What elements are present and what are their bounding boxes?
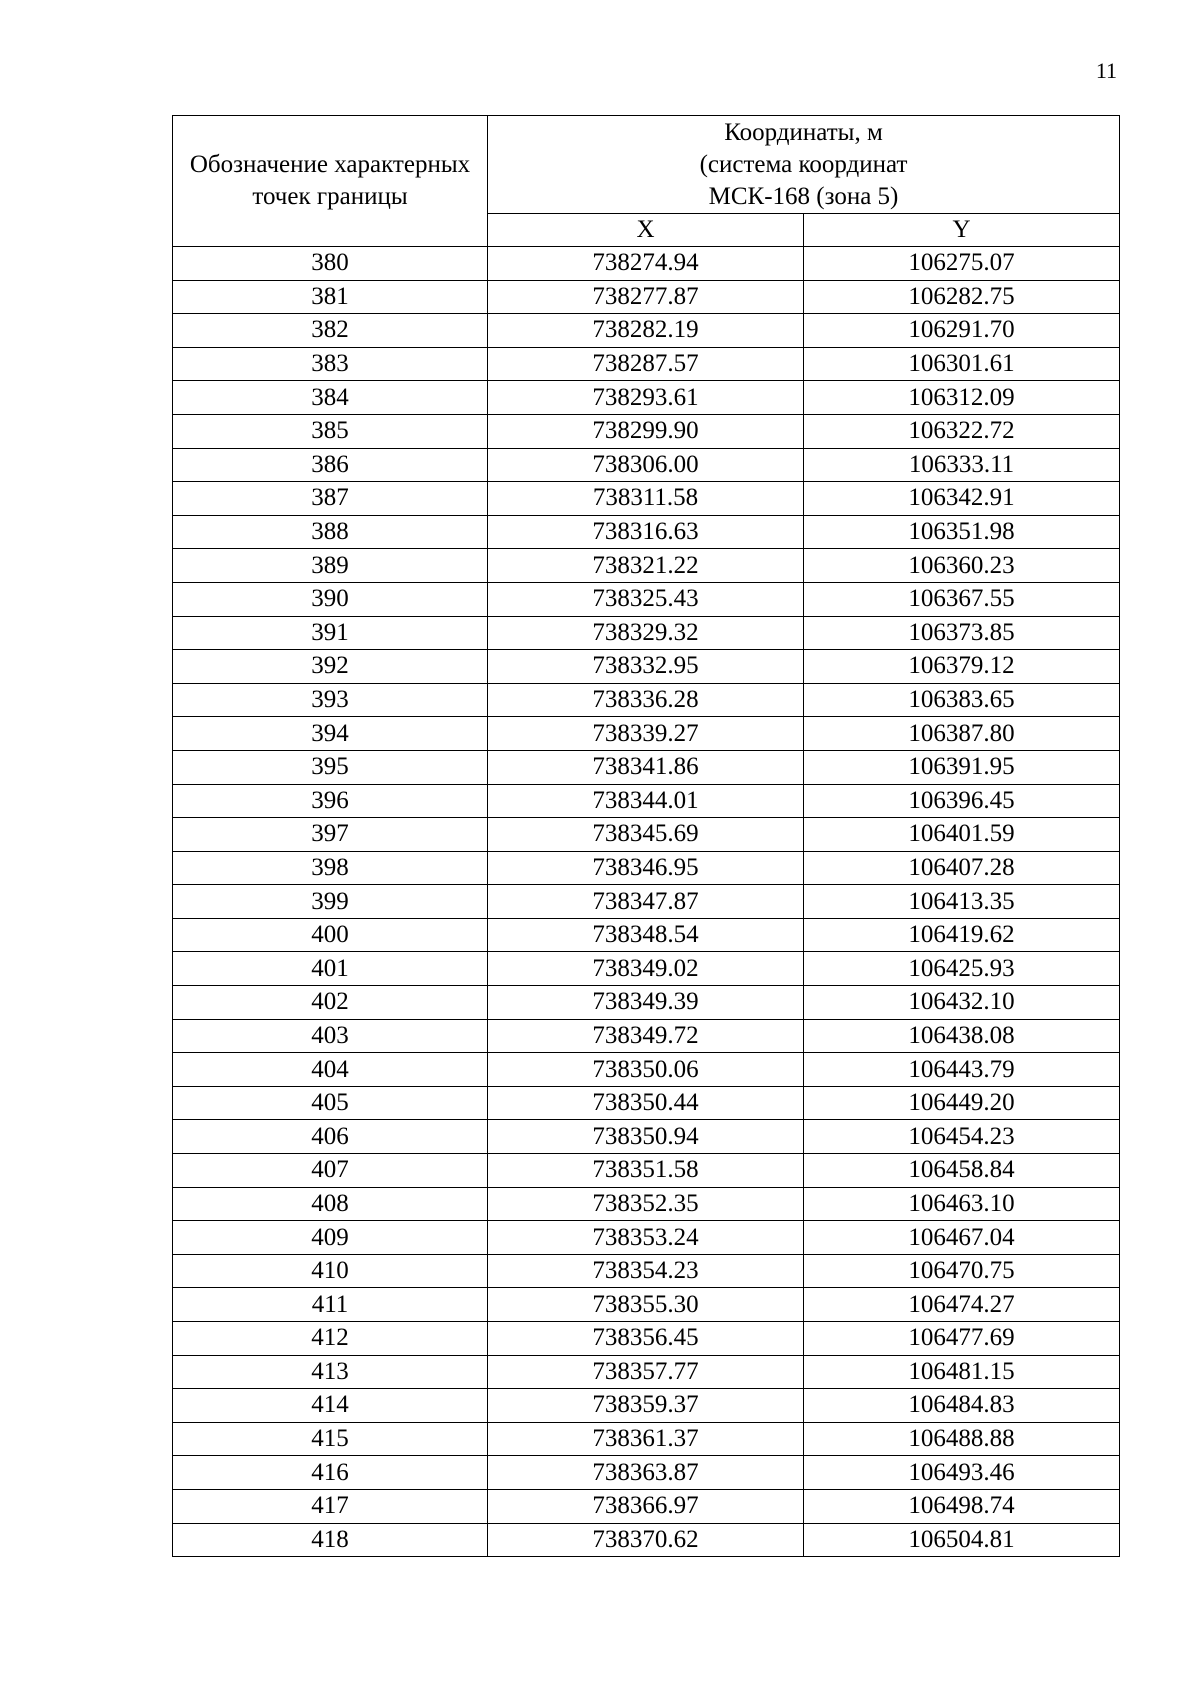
- point-number-cell: 381: [173, 280, 488, 314]
- table-row: [173, 784, 1120, 818]
- point-number-cell: 416: [173, 1456, 488, 1490]
- point-number-cell: 394: [173, 717, 488, 751]
- point-number-cell: 389: [173, 549, 488, 583]
- y-coordinate-cell: 106387.80: [804, 717, 1120, 751]
- x-coordinate-cell: 738332.95: [488, 650, 804, 684]
- y-coordinate-cell: 106493.46: [804, 1456, 1120, 1490]
- header-coordinates: [488, 116, 1120, 214]
- table-row: [173, 549, 1120, 583]
- x-coordinate-cell: 738311.58: [488, 482, 804, 516]
- point-number-cell: 384: [173, 381, 488, 415]
- table-row: [173, 381, 1120, 415]
- x-coordinate-cell: 738349.39: [488, 986, 804, 1020]
- x-coordinate-cell: 738277.87: [488, 280, 804, 314]
- x-coordinate-cell: 738350.94: [488, 1120, 804, 1154]
- point-number-cell: 402: [173, 986, 488, 1020]
- point-number-cell: 396: [173, 784, 488, 818]
- y-coordinate-cell: 106391.95: [804, 750, 1120, 784]
- table-header: [173, 116, 1120, 247]
- table-row: [173, 347, 1120, 381]
- table-row: [173, 750, 1120, 784]
- point-number-cell: 385: [173, 414, 488, 448]
- header-y: Y: [804, 214, 1120, 247]
- header-coordinates-line1: Координаты, м: [724, 118, 883, 146]
- y-coordinate-cell: 106498.74: [804, 1489, 1120, 1523]
- table-row: [173, 918, 1120, 952]
- table-row: [173, 1187, 1120, 1221]
- y-coordinate-cell: 106477.69: [804, 1322, 1120, 1356]
- x-coordinate-cell: 738299.90: [488, 414, 804, 448]
- point-number-cell: 413: [173, 1355, 488, 1389]
- y-coordinate-cell: 106396.45: [804, 784, 1120, 818]
- y-coordinate-cell: 106419.62: [804, 918, 1120, 952]
- x-coordinate-cell: 738359.37: [488, 1389, 804, 1423]
- table-row: [173, 1422, 1120, 1456]
- y-coordinate-cell: 106312.09: [804, 381, 1120, 415]
- x-coordinate-cell: 738349.72: [488, 1019, 804, 1053]
- y-coordinate-cell: 106351.98: [804, 515, 1120, 549]
- y-coordinate-cell: 106275.07: [804, 247, 1120, 281]
- x-coordinate-cell: 738339.27: [488, 717, 804, 751]
- y-coordinate-cell: 106383.65: [804, 683, 1120, 717]
- y-coordinate-cell: 106333.11: [804, 448, 1120, 482]
- table-row: [173, 851, 1120, 885]
- table-row: [173, 885, 1120, 919]
- table-row: [173, 1456, 1120, 1490]
- point-number-cell: 399: [173, 885, 488, 919]
- table-row: [173, 1489, 1120, 1523]
- point-number-cell: 411: [173, 1288, 488, 1322]
- point-number-cell: 388: [173, 515, 488, 549]
- table-row: [173, 314, 1120, 348]
- y-coordinate-cell: 106432.10: [804, 986, 1120, 1020]
- y-coordinate-cell: 106504.81: [804, 1523, 1120, 1557]
- point-number-cell: 415: [173, 1422, 488, 1456]
- y-coordinate-cell: 106291.70: [804, 314, 1120, 348]
- point-number-cell: 412: [173, 1322, 488, 1356]
- y-coordinate-cell: 106282.75: [804, 280, 1120, 314]
- point-number-cell: 410: [173, 1254, 488, 1288]
- point-number-cell: 401: [173, 952, 488, 986]
- y-coordinate-cell: 106301.61: [804, 347, 1120, 381]
- point-number-cell: 391: [173, 616, 488, 650]
- x-coordinate-cell: 738361.37: [488, 1422, 804, 1456]
- table-row: [173, 952, 1120, 986]
- point-number-cell: 397: [173, 818, 488, 852]
- coordinates-table: [172, 115, 1120, 1557]
- y-coordinate-cell: 106425.93: [804, 952, 1120, 986]
- x-coordinate-cell: 738351.58: [488, 1154, 804, 1188]
- x-coordinate-cell: 738352.35: [488, 1187, 804, 1221]
- y-coordinate-cell: 106438.08: [804, 1019, 1120, 1053]
- table-row: [173, 1389, 1120, 1423]
- table-row: [173, 1086, 1120, 1120]
- y-coordinate-cell: 106360.23: [804, 549, 1120, 583]
- table-row: [173, 448, 1120, 482]
- point-number-cell: 395: [173, 750, 488, 784]
- table-row: [173, 414, 1120, 448]
- x-coordinate-cell: 738316.63: [488, 515, 804, 549]
- point-number-cell: 403: [173, 1019, 488, 1053]
- table-row: [173, 1288, 1120, 1322]
- point-number-cell: 393: [173, 683, 488, 717]
- table-row: [173, 986, 1120, 1020]
- y-coordinate-cell: 106467.04: [804, 1221, 1120, 1255]
- x-coordinate-cell: 738347.87: [488, 885, 804, 919]
- y-coordinate-cell: 106373.85: [804, 616, 1120, 650]
- point-number-cell: 383: [173, 347, 488, 381]
- page-number: 11: [1095, 58, 1117, 83]
- header-coordinates-line2: (система координат: [699, 150, 908, 178]
- point-number-cell: 392: [173, 650, 488, 684]
- y-coordinate-cell: 106342.91: [804, 482, 1120, 516]
- point-number-cell: 417: [173, 1489, 488, 1523]
- point-number-cell: 406: [173, 1120, 488, 1154]
- point-number-cell: 408: [173, 1187, 488, 1221]
- x-coordinate-cell: 738355.30: [488, 1288, 804, 1322]
- y-coordinate-cell: 106481.15: [804, 1355, 1120, 1389]
- table-row: [173, 582, 1120, 616]
- point-number-cell: 414: [173, 1389, 488, 1423]
- header-coordinates-line3: МСК-168 (зона 5): [708, 182, 899, 210]
- y-coordinate-cell: 106367.55: [804, 582, 1120, 616]
- y-coordinate-cell: 106379.12: [804, 650, 1120, 684]
- x-coordinate-cell: 738306.00: [488, 448, 804, 482]
- x-coordinate-cell: 738345.69: [488, 818, 804, 852]
- x-coordinate-cell: 738356.45: [488, 1322, 804, 1356]
- x-coordinate-cell: 738293.61: [488, 381, 804, 415]
- y-coordinate-cell: 106474.27: [804, 1288, 1120, 1322]
- y-coordinate-cell: 106463.10: [804, 1187, 1120, 1221]
- x-coordinate-cell: 738341.86: [488, 750, 804, 784]
- header-x: X: [488, 214, 804, 247]
- x-coordinate-cell: 738348.54: [488, 918, 804, 952]
- table-body: [173, 247, 1120, 1557]
- x-coordinate-cell: 738287.57: [488, 347, 804, 381]
- x-coordinate-cell: 738282.19: [488, 314, 804, 348]
- y-coordinate-cell: 106413.35: [804, 885, 1120, 919]
- x-coordinate-cell: 738329.32: [488, 616, 804, 650]
- point-number-cell: 386: [173, 448, 488, 482]
- y-coordinate-cell: 106488.88: [804, 1422, 1120, 1456]
- table-row: [173, 616, 1120, 650]
- table-row: [173, 683, 1120, 717]
- x-coordinate-cell: 738344.01: [488, 784, 804, 818]
- y-coordinate-cell: 106470.75: [804, 1254, 1120, 1288]
- table-row: [173, 482, 1120, 516]
- y-coordinate-cell: 106484.83: [804, 1389, 1120, 1423]
- table-row: [173, 515, 1120, 549]
- point-number-cell: 407: [173, 1154, 488, 1188]
- x-coordinate-cell: 738336.28: [488, 683, 804, 717]
- x-coordinate-cell: 738357.77: [488, 1355, 804, 1389]
- table-row: [173, 1053, 1120, 1087]
- point-number-cell: 409: [173, 1221, 488, 1255]
- y-coordinate-cell: 106454.23: [804, 1120, 1120, 1154]
- point-number-cell: 380: [173, 247, 488, 281]
- table-row: [173, 1019, 1120, 1053]
- point-number-cell: 398: [173, 851, 488, 885]
- x-coordinate-cell: 738325.43: [488, 582, 804, 616]
- header-designation: Обозначение характерных точек границы: [173, 116, 488, 247]
- table-row: [173, 1523, 1120, 1557]
- x-coordinate-cell: 738349.02: [488, 952, 804, 986]
- point-number-cell: 390: [173, 582, 488, 616]
- x-coordinate-cell: 738366.97: [488, 1489, 804, 1523]
- table-row: [173, 1254, 1120, 1288]
- point-number-cell: 387: [173, 482, 488, 516]
- x-coordinate-cell: 738350.06: [488, 1053, 804, 1087]
- table-row: [173, 818, 1120, 852]
- x-coordinate-cell: 738354.23: [488, 1254, 804, 1288]
- y-coordinate-cell: 106401.59: [804, 818, 1120, 852]
- table-row: [173, 650, 1120, 684]
- y-coordinate-cell: 106458.84: [804, 1154, 1120, 1188]
- x-coordinate-cell: 738350.44: [488, 1086, 804, 1120]
- table-row: [173, 280, 1120, 314]
- table-row: [173, 1221, 1120, 1255]
- point-number-cell: 404: [173, 1053, 488, 1087]
- x-coordinate-cell: 738353.24: [488, 1221, 804, 1255]
- y-coordinate-cell: 106443.79: [804, 1053, 1120, 1087]
- x-coordinate-cell: 738321.22: [488, 549, 804, 583]
- table-row: [173, 1322, 1120, 1356]
- x-coordinate-cell: 738370.62: [488, 1523, 804, 1557]
- y-coordinate-cell: 106407.28: [804, 851, 1120, 885]
- table-row: [173, 1355, 1120, 1389]
- x-coordinate-cell: 738346.95: [488, 851, 804, 885]
- table-row: [173, 1154, 1120, 1188]
- table-row: [173, 717, 1120, 751]
- point-number-cell: 382: [173, 314, 488, 348]
- point-number-cell: 400: [173, 918, 488, 952]
- x-coordinate-cell: 738274.94: [488, 247, 804, 281]
- point-number-cell: 405: [173, 1086, 488, 1120]
- table-row: [173, 1120, 1120, 1154]
- point-number-cell: 418: [173, 1523, 488, 1557]
- y-coordinate-cell: 106449.20: [804, 1086, 1120, 1120]
- table-row: [173, 247, 1120, 281]
- y-coordinate-cell: 106322.72: [804, 414, 1120, 448]
- x-coordinate-cell: 738363.87: [488, 1456, 804, 1490]
